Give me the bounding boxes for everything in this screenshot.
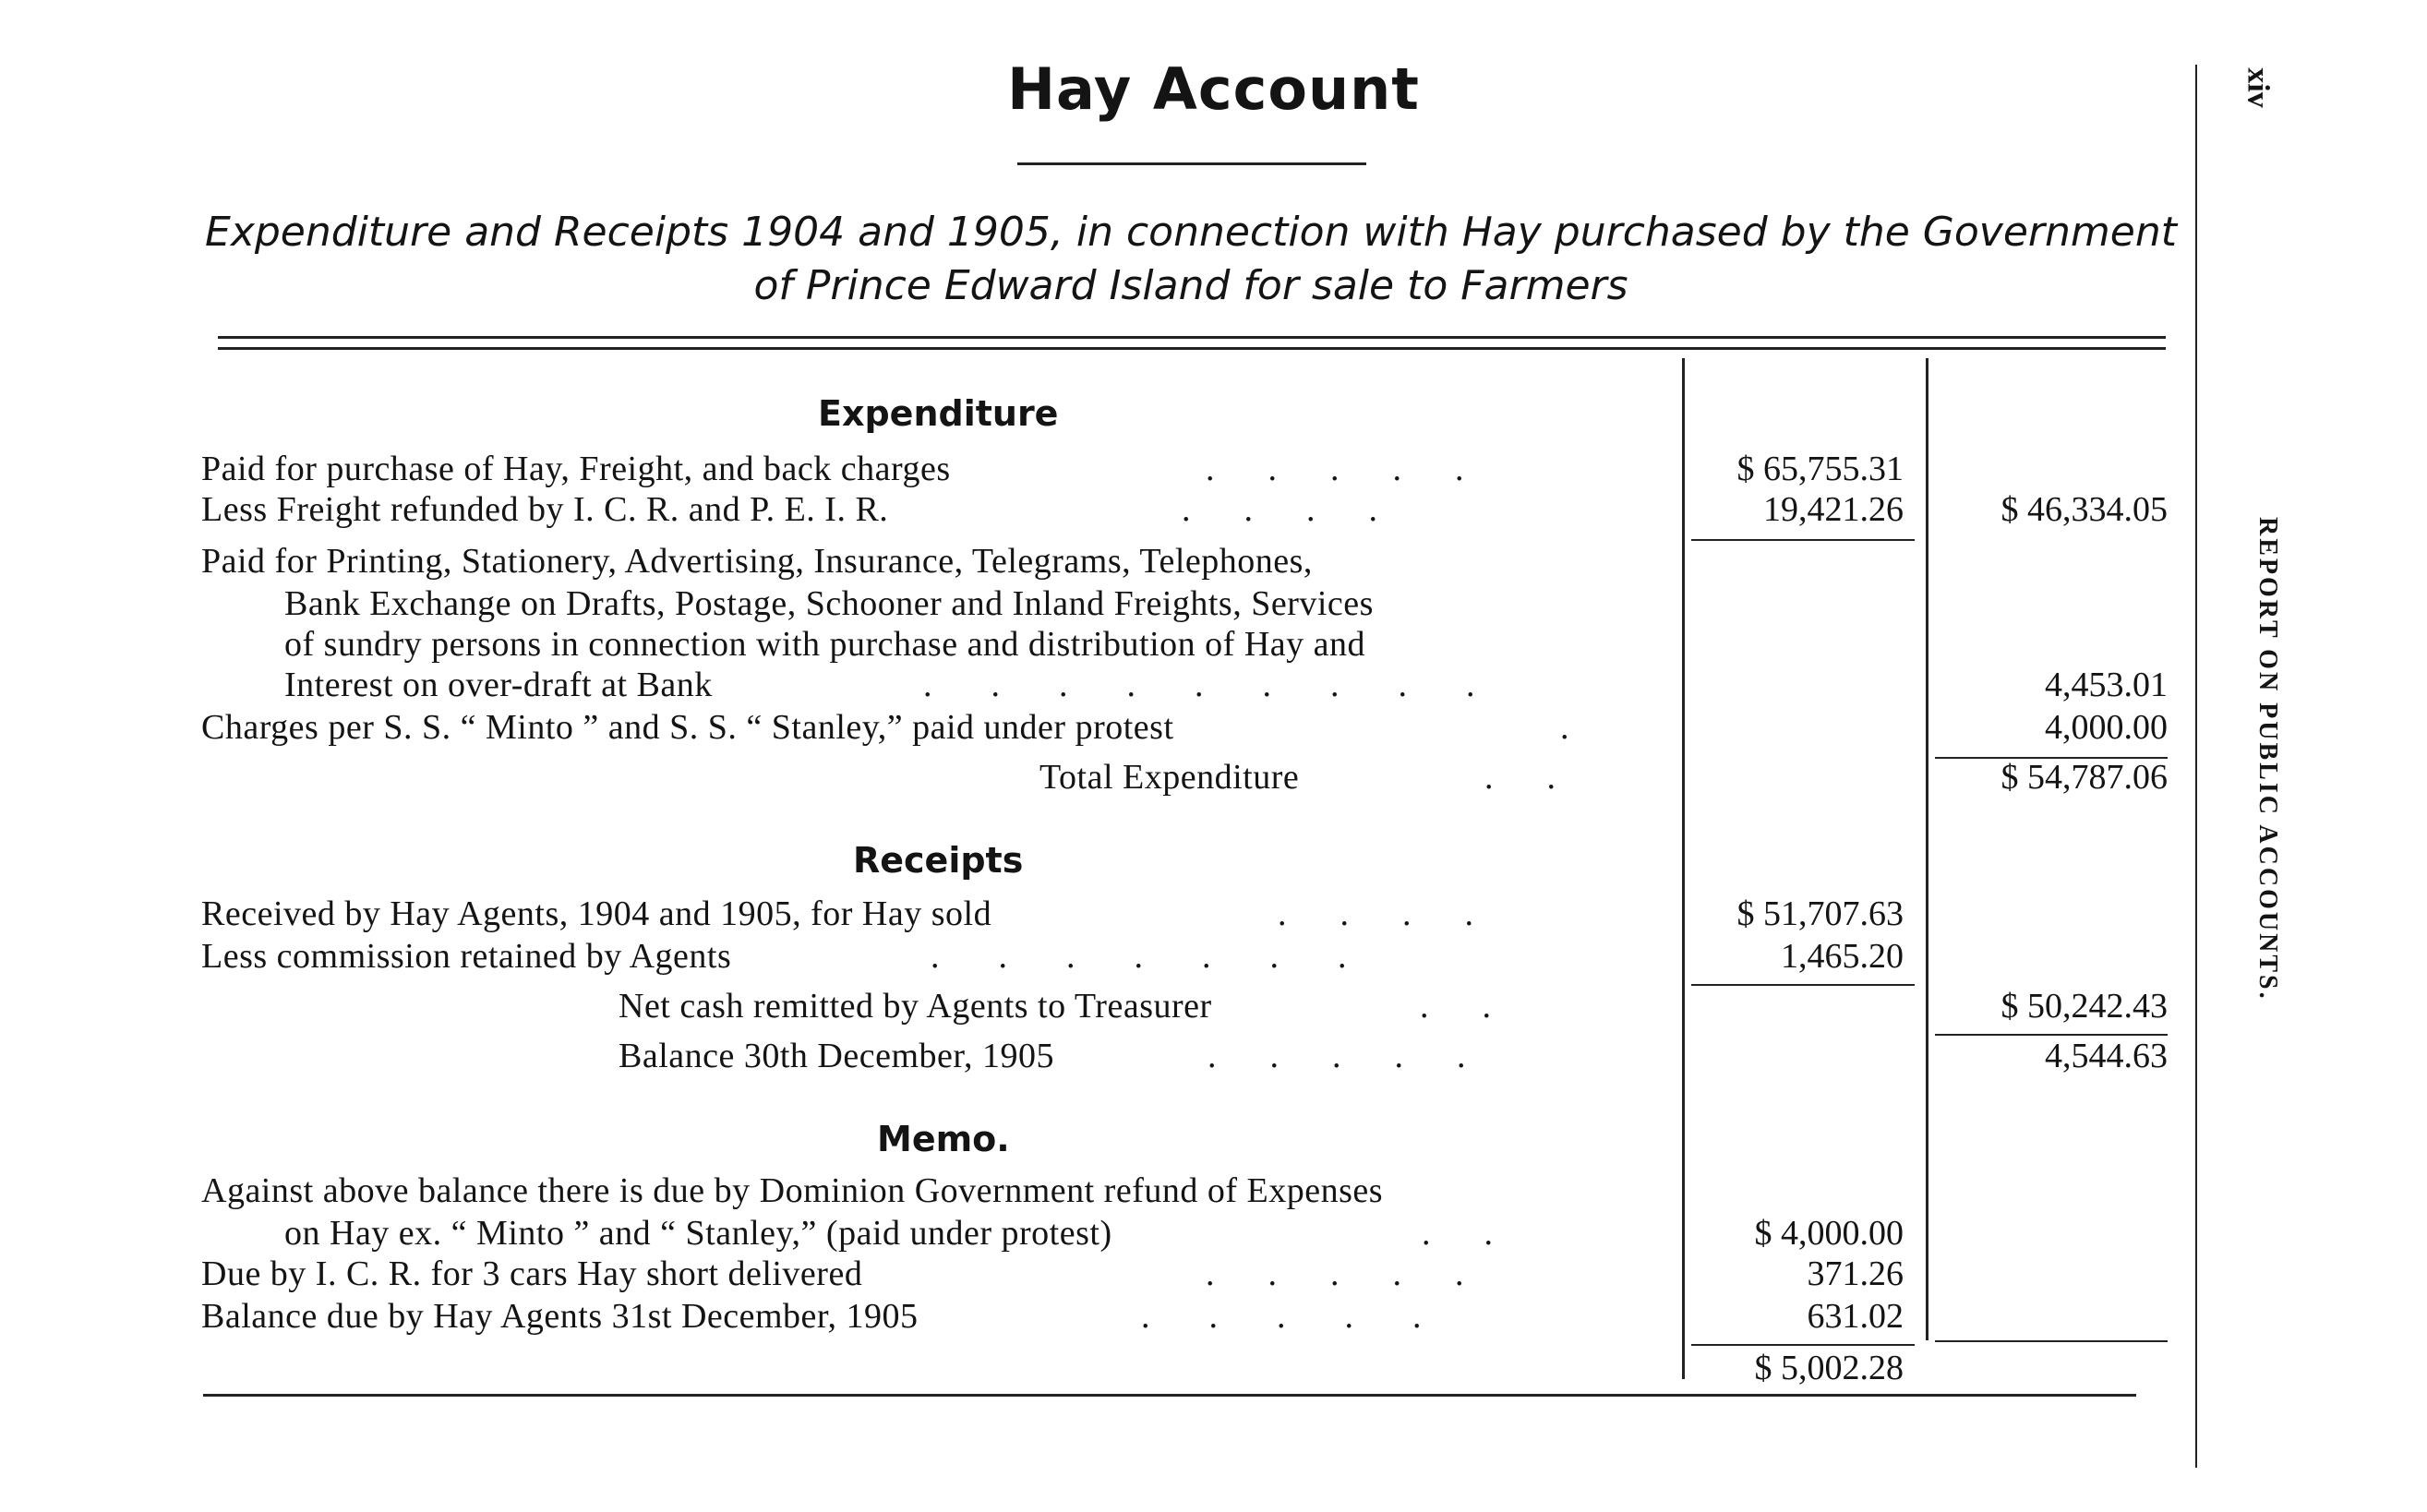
margin-rule <box>2195 65 2197 1468</box>
expenditure-heading: Expenditure <box>818 393 1059 434</box>
running-head: REPORT ON PUBLIC ACCOUNTS. <box>2253 517 2282 1002</box>
memo-agents-amount: 631.02 <box>1807 1297 1904 1336</box>
net-cash-amount: $ 50,242.43 <box>2000 987 2168 1026</box>
leader-dots: . <box>1560 708 1623 747</box>
refund-line: Less Freight refunded by I. C. R. and P. E. I. R. <box>201 490 889 529</box>
memo-total-rule <box>1691 1344 1915 1346</box>
net-purchase-amount: $ 46,334.05 <box>2000 490 2168 529</box>
memo-against-line-1: Against above balance there is due by Dominion Government refund of Expenses <box>201 1171 1384 1210</box>
leader-dots: .. <box>1422 1214 1546 1253</box>
leader-dots: ..... <box>1207 1037 1520 1075</box>
leader-dots: .... <box>1182 490 1431 529</box>
receipts-subtotal-rule <box>1691 984 1915 986</box>
purchase-line: Paid for purchase of Hay, Freight, and back charges <box>201 450 951 488</box>
printing-line-2: Bank Exchange on Drafts, Postage, Schooner and Inland Freights, Services <box>284 584 1374 623</box>
leader-dots: ..... <box>1141 1297 1481 1336</box>
memo-agents-line: Balance due by Hay Agents 31st December, 1905 <box>201 1297 919 1336</box>
page-title: Hay Account <box>1007 55 1420 123</box>
receipts-heading: Receipts <box>853 840 1024 881</box>
received-amount: $ 51,707.63 <box>1736 894 1904 933</box>
charges-line: Charges per S. S. “ Minto ” and S. S. “ Stanley,” paid under protest <box>201 708 1174 747</box>
memo-against-line-2: on Hay ex. “ Minto ” and “ Stanley,” (paid under protest) <box>284 1214 1112 1253</box>
leader-dots: ......... <box>923 666 1534 704</box>
total-expenditure-amount: $ 54,787.06 <box>2000 758 2168 797</box>
memo-icr-amount: 371.26 <box>1807 1254 1904 1293</box>
balance-line: Balance 30th December, 1905 <box>619 1037 1055 1075</box>
subtotal-rule <box>1691 539 1915 541</box>
printing-line-3: of sundry persons in connection with purchase and distribution of Hay and <box>284 625 1365 664</box>
leader-dots: .. <box>1420 987 1544 1026</box>
memo-col2-rule <box>1935 1340 2168 1342</box>
commission-amount: 1,465.20 <box>1781 937 1904 976</box>
table-top-rule-2 <box>218 347 2166 350</box>
page-number: xiv <box>2241 67 2276 108</box>
printing-amount: 4,453.01 <box>2045 666 2168 704</box>
charges-amount: 4,000.00 <box>2045 708 2168 747</box>
subtitle-line-1: Expenditure and Receipts 1904 and 1905, in connection with Hay purchased by the Government <box>205 209 2177 256</box>
memo-total-amount: $ 5,002.28 <box>1754 1349 1904 1387</box>
leader-dots: .. <box>1484 758 1609 797</box>
net-cash-line: Net cash remitted by Agents to Treasurer <box>619 987 1212 1026</box>
leader-dots: ....... <box>931 937 1406 976</box>
printing-line-1: Paid for Printing, Stationery, Advertising, Insurance, Telegrams, Telephones, <box>201 542 1313 581</box>
table-top-rule-1 <box>218 336 2166 339</box>
purchase-amount: $ 65,755.31 <box>1736 450 1904 488</box>
memo-against-amount: $ 4,000.00 <box>1754 1214 1904 1253</box>
leader-dots: .... <box>1278 894 1527 933</box>
subtitle-line-2: of Prince Edward Island for sale to Farmers <box>753 262 1628 309</box>
memo-heading: Memo. <box>877 1119 1010 1159</box>
leader-dots: ..... <box>1206 1254 1518 1293</box>
refund-amount: 19,421.26 <box>1763 490 1904 529</box>
memo-icr-line: Due by I. C. R. for 3 cars Hay short delivered <box>201 1254 863 1293</box>
table-bottom-rule <box>203 1394 2136 1397</box>
total-expenditure-label: Total Expenditure <box>1039 758 1300 797</box>
leader-dots: ..... <box>1206 450 1518 488</box>
printing-line-4: Interest on over-draft at Bank <box>284 666 713 704</box>
received-line: Received by Hay Agents, 1904 and 1905, for Hay sold <box>201 894 992 933</box>
column-divider-2 <box>1926 358 1928 1340</box>
title-rule <box>1017 162 1366 165</box>
commission-line: Less commission retained by Agents <box>201 937 732 976</box>
balance-amount: 4,544.63 <box>2045 1037 2168 1075</box>
